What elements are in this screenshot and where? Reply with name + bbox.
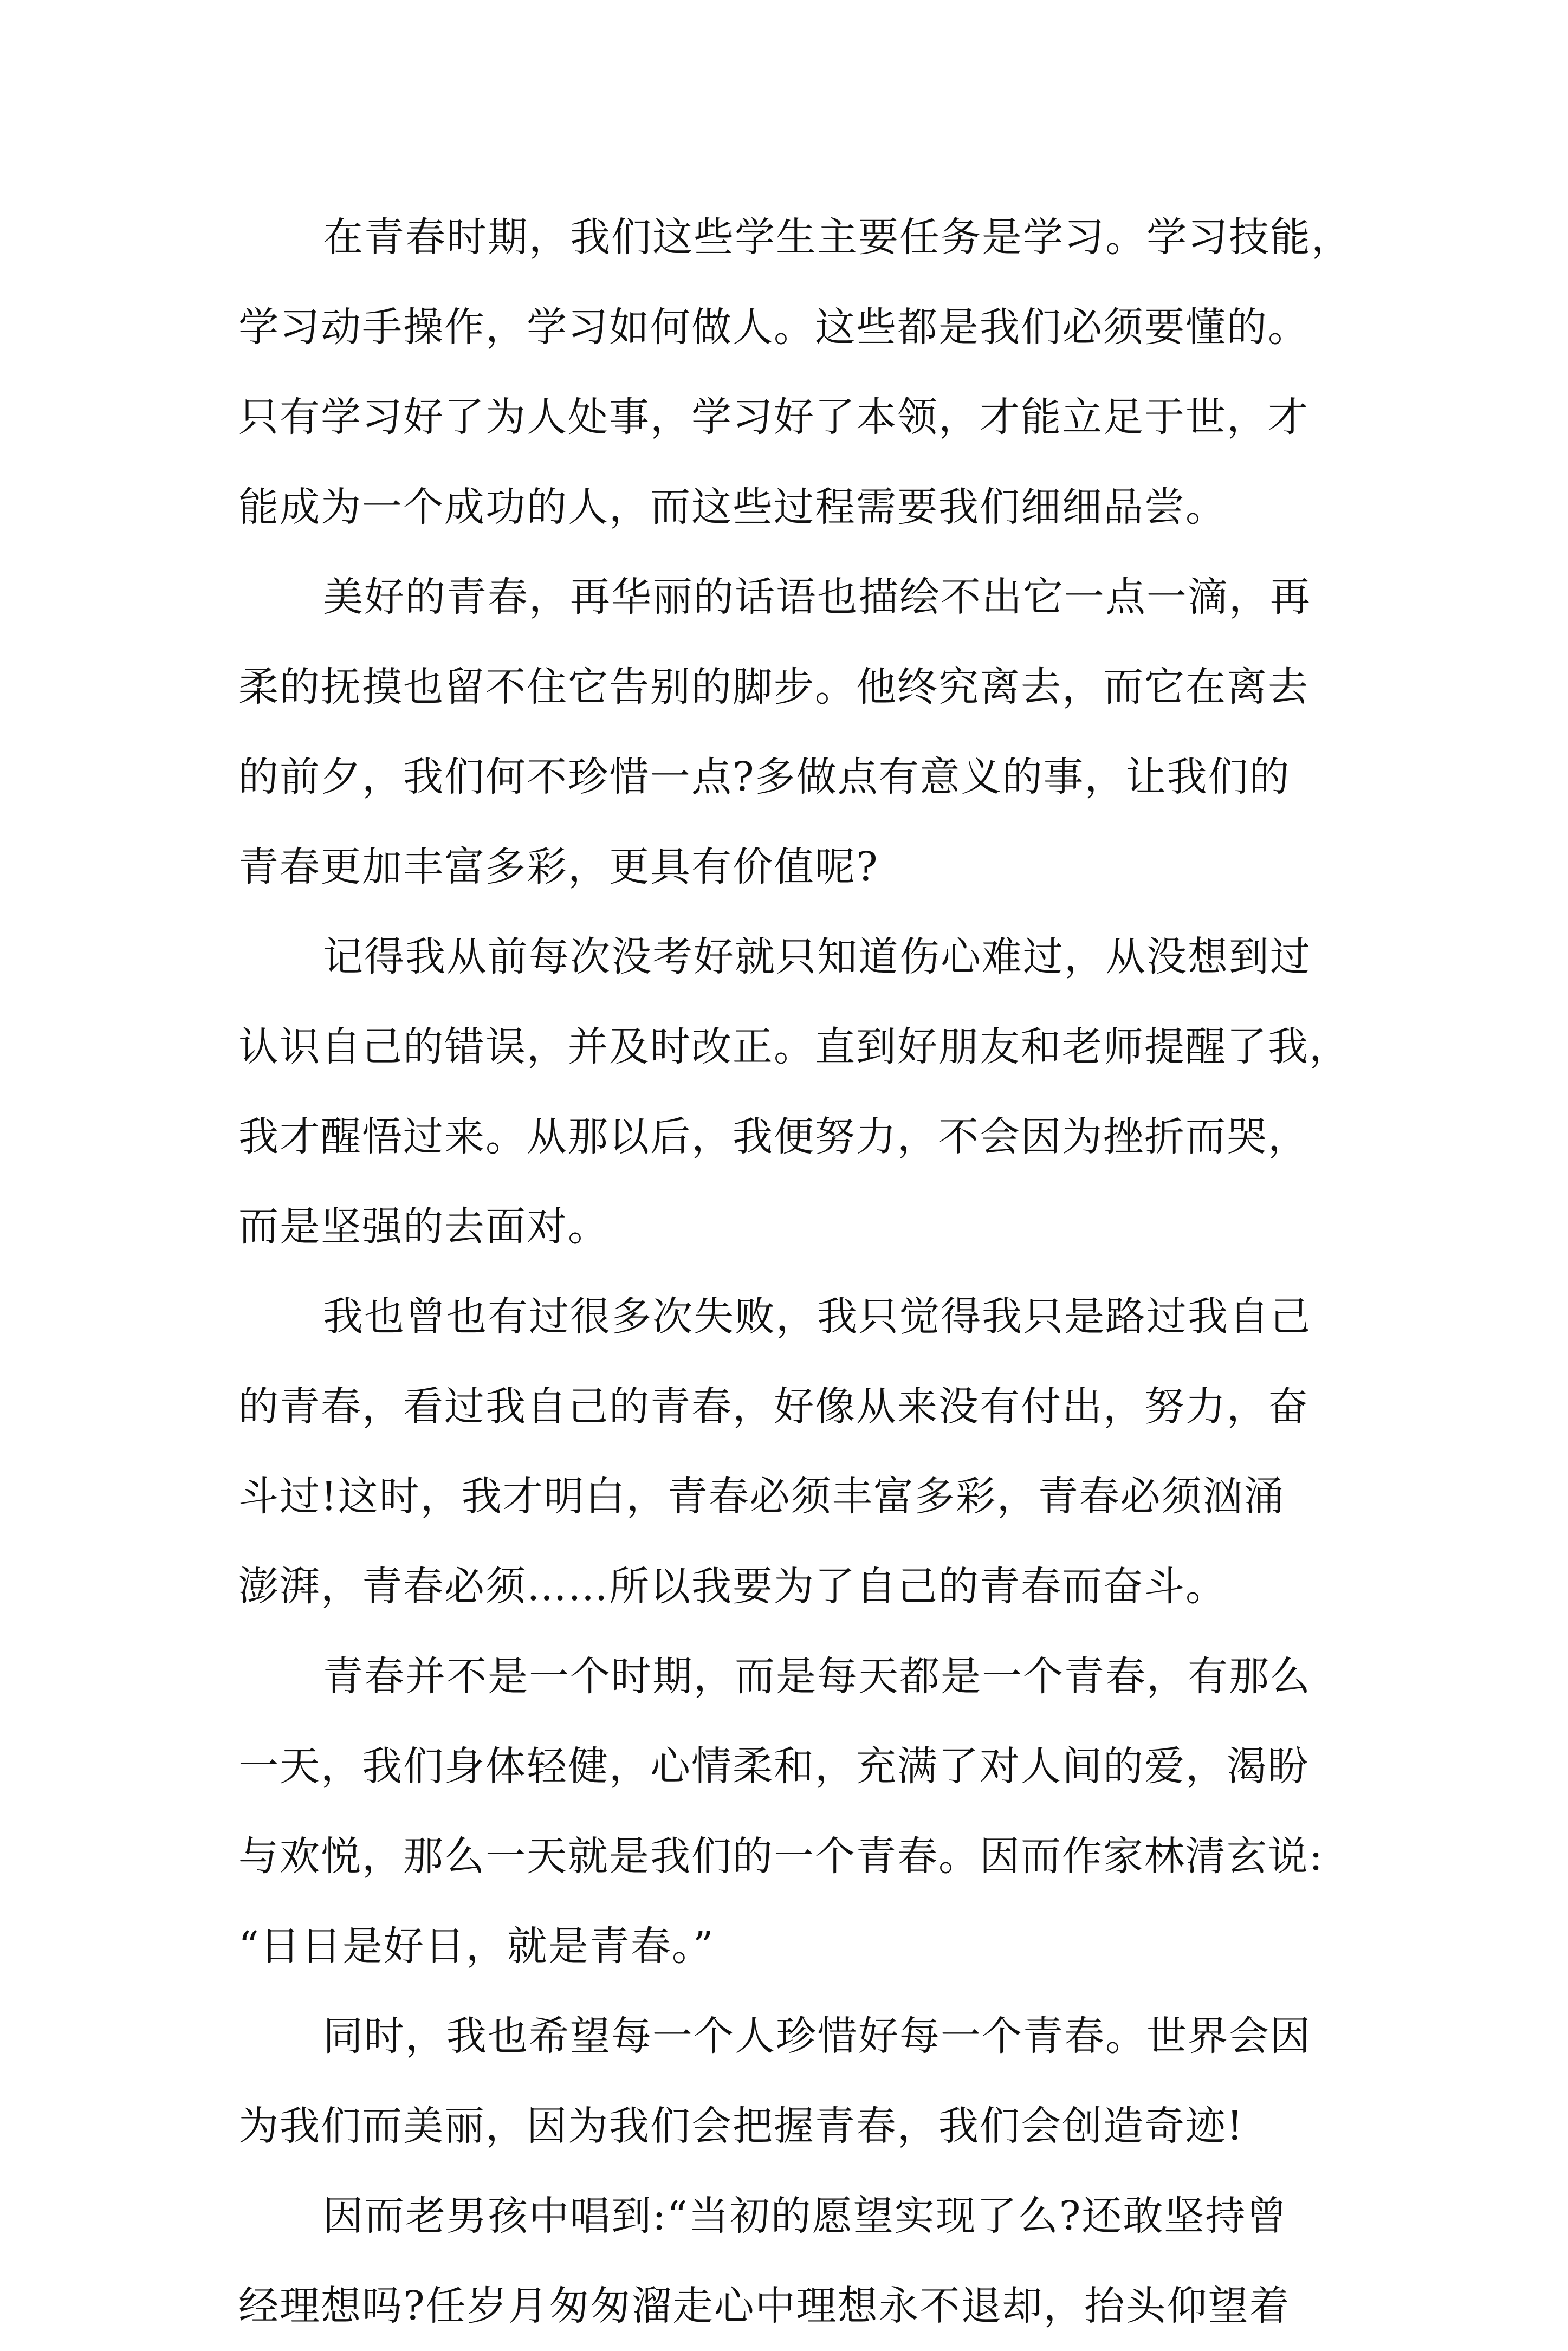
paragraph-line: 为我们而美丽，因为我们会把握青春，我们会创造奇迹!: [238, 2103, 1244, 2149]
paragraph-line: 能成为一个成功的人，而这些过程需要我们细细品尝。: [238, 484, 1227, 530]
paragraph-6: [238, 1991, 1349, 2171]
document-body: [238, 192, 1352, 2351]
paragraph-line: 青春更加丰富多彩，更具有价值呢?: [238, 844, 879, 890]
paragraph-4: [238, 1272, 1349, 1631]
paragraph-line: 学习动手操作，学习如何做人。这些都是我们必须要懂的。: [238, 304, 1309, 351]
paragraph-line: 一天，我们身体轻健，心情柔和，充满了对人间的爱，渴盼: [238, 1743, 1309, 1790]
paragraph-line: 记得我从前每次没考好就只知道伤心难过，从没想到过: [323, 934, 1311, 980]
paragraph-2: [238, 552, 1349, 912]
paragraph-1: [238, 192, 1352, 552]
paragraph-line: 柔的抚摸也留不住它告别的脚步。他终究离去，而它在离去: [238, 664, 1309, 710]
paragraph-line: 澎湃，青春必须……所以我要为了自己的青春而奋斗。: [238, 1563, 1227, 1610]
paragraph-line: 因而老男孩中唱到:“当初的愿望实现了么?还敢坚持曾: [323, 2193, 1288, 2239]
paragraph-line: 青春并不是一个时期，而是每天都是一个青春，有那么: [323, 1653, 1311, 1700]
paragraph-line: 的青春，看过我自己的青春，好像从来没有付出，努力，奋: [238, 1383, 1309, 1430]
paragraph-line: 我也曾也有过很多次失败，我只觉得我只是路过我自己: [323, 1293, 1311, 1340]
paragraph-line: 美好的青春，再华丽的话语也描绘不出它一点一滴，再: [323, 574, 1311, 620]
paragraph-line: 的前夕，我们何不珍惜一点?多做点有意义的事，让我们的: [238, 754, 1291, 800]
paragraph-line: 斗过!这时，我才明白，青春必须丰富多彩，青春必须汹涌: [238, 1473, 1285, 1520]
paragraph-line: 我才醒悟过来。从那以后，我便努力，不会因为挫折而哭，: [238, 1113, 1309, 1160]
paragraph-line: 而是坚强的去面对。: [238, 1203, 609, 1250]
paragraph-3: [238, 912, 1349, 1272]
paragraph-line: 只有学习好了为人处事，学习好了本领，才能立足于世，才: [238, 394, 1309, 441]
paragraph-line: 经理想吗?任岁月匆匆溜走心中理想永不退却，抬头仰望着: [238, 2283, 1291, 2329]
paragraph-line: 同时，我也希望每一个人珍惜好每一个青春。世界会因: [323, 2013, 1311, 2059]
paragraph-7: [238, 2171, 1349, 2351]
paragraph-line: “日日是好日，就是青春。”: [238, 1923, 715, 1970]
paragraph-line: 与欢悦，那么一天就是我们的一个青春。因而作家林清玄说:: [238, 1833, 1324, 1880]
paragraph-5: [238, 1631, 1349, 1991]
paragraph-line: 在青春时期，我们这些学生主要任务是学习。学习技能，: [323, 214, 1352, 261]
paragraph-line: 认识自己的错误，并及时改正。直到好朋友和老师提醒了我，: [238, 1024, 1350, 1070]
